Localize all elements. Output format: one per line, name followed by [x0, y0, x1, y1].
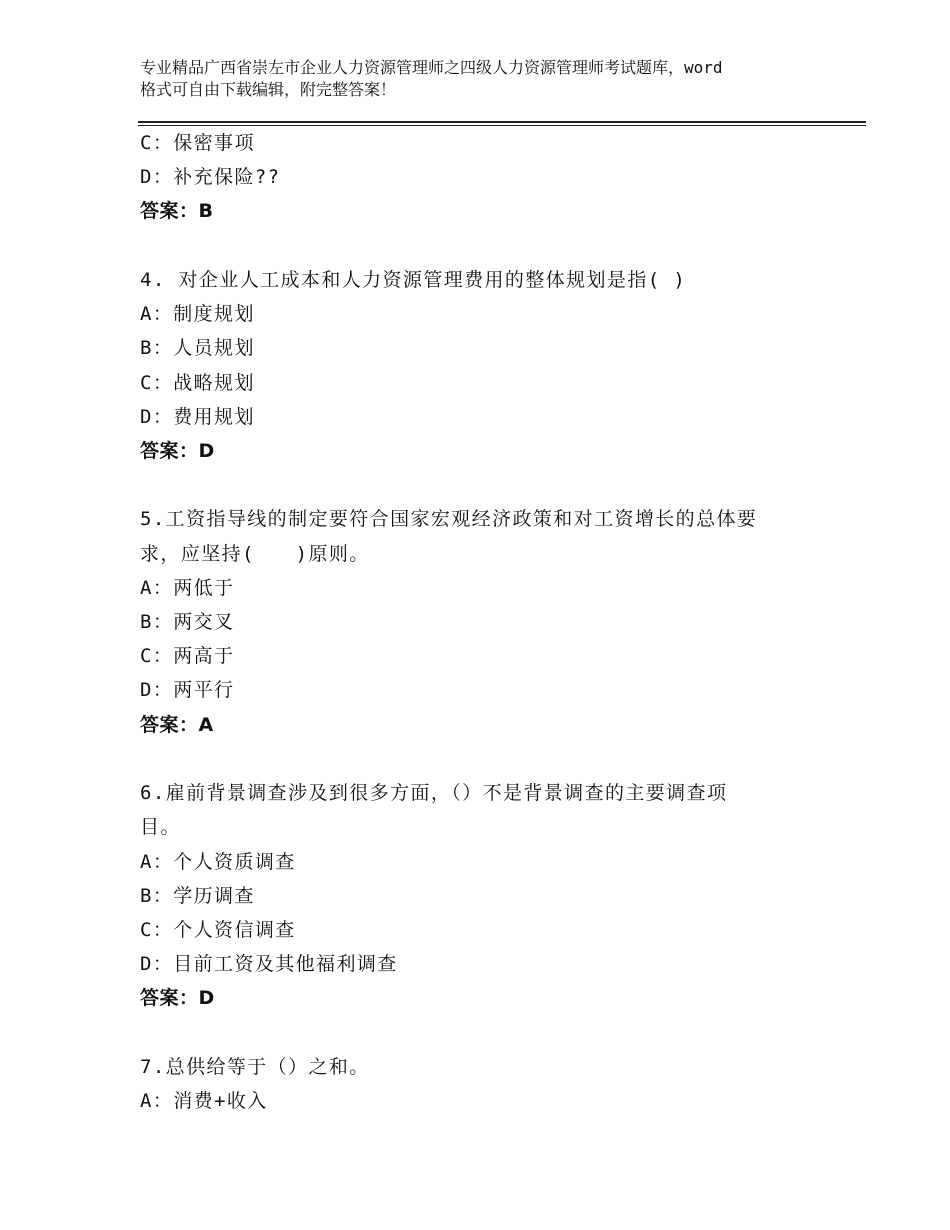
- question-6: [140, 776, 840, 1015]
- option-b: B：两交叉: [140, 611, 235, 634]
- answer-label: 答案：B: [140, 200, 214, 223]
- question-4: [140, 263, 840, 468]
- document-header: [140, 57, 840, 101]
- option-a: A：个人资质调查: [140, 850, 296, 873]
- answer-label: 答案：D: [140, 439, 215, 462]
- option-d: D：目前工资及其他福利调查: [140, 953, 398, 976]
- option-a: A：消费+收入: [140, 1090, 268, 1113]
- option-a: A：制度规划: [140, 303, 255, 326]
- question-stem-line-1: 5.工资指导线的制定要符合国家宏观经济政策和对工资增长的总体要: [140, 508, 758, 531]
- answer-label: 答案：A: [140, 713, 214, 736]
- question-stem: 4. 对企业人工成本和人力资源管理费用的整体规划是指( ): [140, 268, 687, 291]
- question-list: [140, 126, 840, 1118]
- option-c: C：保密事项: [140, 132, 255, 154]
- question-stem: 7.总供给等于（）之和。: [140, 1055, 370, 1078]
- option-d: D：补充保险??: [140, 166, 281, 189]
- question-3-tail: [140, 126, 840, 229]
- option-c: C：两高于: [140, 645, 235, 668]
- question-7: [140, 1050, 840, 1118]
- question-stem-line-2: 求，应坚持( )原则。: [140, 542, 370, 565]
- answer-label: 答案：D: [140, 987, 215, 1010]
- question-spacer: [140, 229, 840, 263]
- option-d: D：两平行: [140, 679, 235, 702]
- question-spacer: [140, 468, 840, 502]
- header-divider-thick: [138, 121, 866, 123]
- question-5: [140, 502, 840, 741]
- header-title-line-1: 专业精品广西省崇左市企业人力资源管理师之四级人力资源管理师考试题库，word: [140, 58, 723, 77]
- option-a: A：两低于: [140, 576, 235, 599]
- option-d: D：费用规划: [140, 405, 255, 428]
- option-c: C：战略规划: [140, 371, 255, 394]
- header-title-line-2: 格式可自由下载编辑，附完整答案！: [140, 80, 397, 99]
- question-stem-line-1: 6.雇前背景调查涉及到很多方面，（）不是背景调查的主要调查项: [140, 782, 728, 805]
- question-spacer: [140, 1015, 840, 1049]
- option-b: B：人员规划: [140, 337, 255, 360]
- option-b: B：学历调查: [140, 884, 255, 907]
- question-spacer: [140, 742, 840, 776]
- question-stem-line-2: 目。: [140, 816, 181, 839]
- option-c: C：个人资信调查: [140, 918, 296, 941]
